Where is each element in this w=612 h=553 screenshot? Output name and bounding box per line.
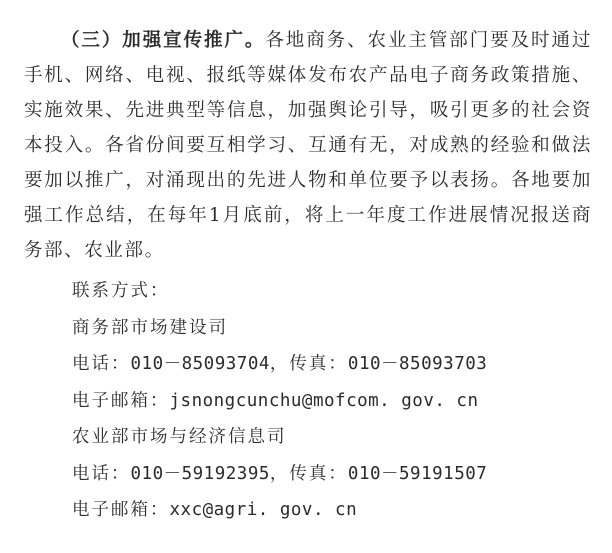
contact-title: 联系方式： [72, 281, 170, 301]
mofcom-phone-line [72, 346, 592, 383]
mofcom-email-address: jsnongcunchu@mofcom. gov. cn [169, 390, 479, 411]
section-paragraph [24, 23, 592, 268]
agri-phone-label: 电话： [72, 463, 131, 484]
mofcom-email-line [72, 383, 592, 420]
section-heading: （三）加强宣传推广。 [61, 30, 266, 51]
mofcom-email-label: 电子邮箱： [72, 390, 170, 411]
mofcom-department-name: 商务部市场建设司 [72, 317, 228, 338]
agri-department-name: 农业部市场与经济信息司 [72, 427, 287, 447]
agri-email-address: xxc@agri. gov. cn [169, 500, 358, 520]
agri-fax-number: 010－59191507 [347, 463, 488, 484]
mofcom-fax-label: ，传真： [269, 354, 348, 374]
mofcom-phone-label: 电话： [72, 354, 131, 374]
mofcom-fax-number: 010－85093703 [347, 354, 488, 374]
agri-email-line [72, 492, 592, 529]
agri-phone-number: 010－59192395 [130, 463, 270, 484]
agri-phone-line [72, 456, 592, 493]
agri-email-label: 电子邮箱： [72, 500, 170, 520]
contact-block [72, 273, 592, 529]
mofcom-phone-number: 010－85093704 [130, 354, 270, 374]
section-body: 各地商务、农业主管部门要及时通过手机、网络、电视、报纸等媒体发布农产品电子商务政策措施、实施效果、先进典型等信息，加强舆论引导，吸引更多的社会资本投入。各省份间要互相学习、互通有无，对成熟的经验和做法要加以推广，对涌现出的先进人物和单位要予以表扬。各地要加强工作总结，在每年1月底前，将上一年度工作进展情况报送商务部、农业部。 [24, 30, 592, 261]
agri-fax-label: ，传真： [269, 463, 348, 484]
